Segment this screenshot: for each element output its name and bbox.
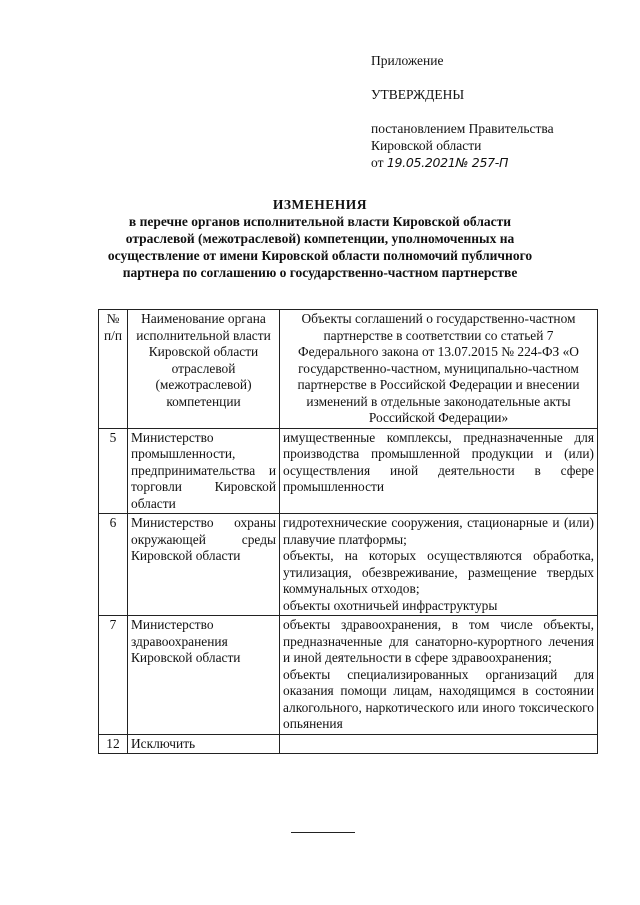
approved-label: УТВЕРЖДЕНЫ [371, 87, 465, 102]
row-number: 5 [99, 428, 128, 514]
title-line: отраслевой (межотраслевой) компетенции, уполномоченных на [125, 231, 515, 246]
object-item: объекты охотничьей инфраструктуры [283, 597, 498, 613]
object-item: объекты, на которых осуществляются обработка, утилизация, обезвреживание, размещение твердых коммунальных отходов; [283, 548, 594, 596]
object-item: объекты здравоохранения, в том числе объекты, предназначенные для санаторно-курортного лечения и иной деятельности в сфере здравоохранения; [283, 617, 594, 665]
row-organ: Исключить [128, 734, 280, 754]
row-organ: Министерство охраны окружающей среды Кировской области [128, 514, 280, 616]
table-header-row [99, 310, 598, 429]
row-organ: Министерство здравоохранения Кировской области [128, 616, 280, 735]
title-line: партнера по соглашению о государственно-частном партнерстве [122, 265, 518, 280]
table-row [99, 428, 598, 514]
resolution-line-1: постановлением Правительства [371, 121, 554, 136]
header-organ-name: Наименование органа исполнительной власти Кировской области отраслевой (межотраслевой) компетенции [128, 310, 280, 429]
table-row [99, 734, 598, 754]
handwritten-date-number: 19.05.2021№ 257-П [386, 155, 509, 170]
row-objects [280, 616, 598, 735]
row-objects [280, 734, 598, 754]
appendix-label: Приложение [371, 53, 444, 68]
object-item: объекты специализированных организаций для оказания помощи лицам, находящимся в состоянии алкогольного, наркотического или иного токсического опьянения [283, 666, 594, 731]
object-item: имущественные комплексы, предназначенные для производства промышленной продукции и (или) осуществления иной деятельности в сфере промышленности [283, 429, 594, 494]
title-line: осуществление от имени Кировской области полномочий публичного [107, 248, 533, 263]
table-row [99, 616, 598, 735]
resolution-date [371, 154, 621, 171]
approval-block [371, 52, 621, 171]
table-row [99, 514, 598, 616]
row-number: 12 [99, 734, 128, 754]
header-objects: Объекты соглашений о государственно-частном партнерстве в соответствии со статьей 7 Федерального закона от 13.07.2015 № 224-ФЗ «О государственно-частном, муниципально-частном партнерстве в Российской Федерации и внесении изменений в отдельные законодательные акты Российской Федерации» [280, 310, 598, 429]
header-number: № п/п [99, 310, 128, 429]
document-title [80, 196, 560, 281]
footer-divider [291, 832, 355, 833]
changes-table [98, 309, 598, 754]
row-objects [280, 428, 598, 514]
object-item: гидротехнические сооружения, стационарные и (или) плавучие платформы; [283, 515, 594, 547]
row-number: 7 [99, 616, 128, 735]
resolution-line-2: Кировской области [371, 138, 482, 153]
row-organ: Министерство промышленности, предпринимательства и торговли Кировской области [128, 428, 280, 514]
row-number: 6 [99, 514, 128, 616]
title-main: ИЗМЕНЕНИЯ [272, 197, 368, 212]
date-prefix: от [371, 155, 384, 170]
row-objects [280, 514, 598, 616]
title-line: в перечне органов исполнительной власти Кировской области [128, 214, 512, 229]
